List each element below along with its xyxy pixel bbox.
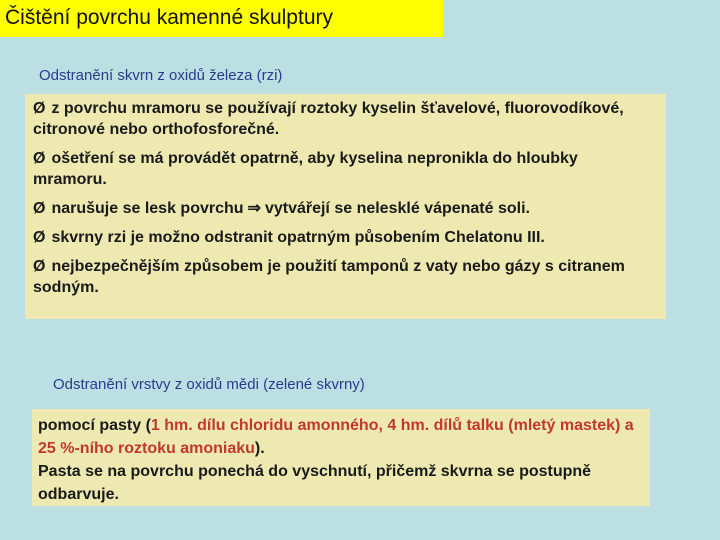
copper-oxide-content-box xyxy=(32,409,650,506)
section-heading-iron-oxide: Odstranění skvrn z oxidů železa (rzi) xyxy=(39,67,283,84)
implies-arrow-icon: ⇒ xyxy=(247,200,261,217)
bullet-arrow-icon: Ø xyxy=(33,200,46,217)
bullet-arrow-icon: Ø xyxy=(33,100,46,117)
paste-recipe-composition: 1 hm. dílu chloridu amonného, 4 hm. dílů talku (mletý mastek) a 25 %-ního roztoku amoniaku xyxy=(38,417,634,457)
bullet-arrow-icon: Ø xyxy=(33,258,46,275)
list-item-text: narušuje se lesk povrchu xyxy=(51,200,244,217)
bullet-arrow-icon: Ø xyxy=(33,229,46,246)
list-item xyxy=(33,98,656,140)
list-item xyxy=(33,256,656,298)
paste-recipe-intro: pomocí pasty ( xyxy=(38,417,151,434)
list-item-text: ošetření se má provádět opatrně, aby kyselina nepronikla do hloubky mramoru. xyxy=(33,150,578,188)
list-item xyxy=(33,148,656,190)
list-item xyxy=(33,198,656,219)
list-item-text: z povrchu mramoru se používají roztoky kyselin šťavelové, fluorovodíkové, citronové nebo orthofosforečné. xyxy=(33,100,624,138)
paste-recipe-end: ). xyxy=(254,440,265,457)
iron-oxide-content-box xyxy=(25,94,666,319)
paste-usage-paragraph: Pasta se na povrchu ponechá do vyschnutí, přičemž skvrna se postupně odbarvuje. xyxy=(38,463,592,503)
list-item-text: skvrny rzi je možno odstranit opatrným působením Chelatonu III. xyxy=(51,229,545,246)
list-item-text: nejbezpečnějším způsobem je použití tamponů z vaty nebo gázy s citranem sodným. xyxy=(33,258,625,296)
list-item-text: vytvářejí se nelesklé vápenaté soli. xyxy=(264,200,530,217)
section-heading-copper-oxide: Odstranění vrstvy z oxidů mědi (zelené skvrny) xyxy=(53,376,365,393)
slide-title: Čištění povrchu kamenné skulptury xyxy=(0,0,443,37)
list-item xyxy=(33,227,656,248)
paste-recipe-paragraph xyxy=(38,414,642,460)
bullet-arrow-icon: Ø xyxy=(33,150,46,167)
